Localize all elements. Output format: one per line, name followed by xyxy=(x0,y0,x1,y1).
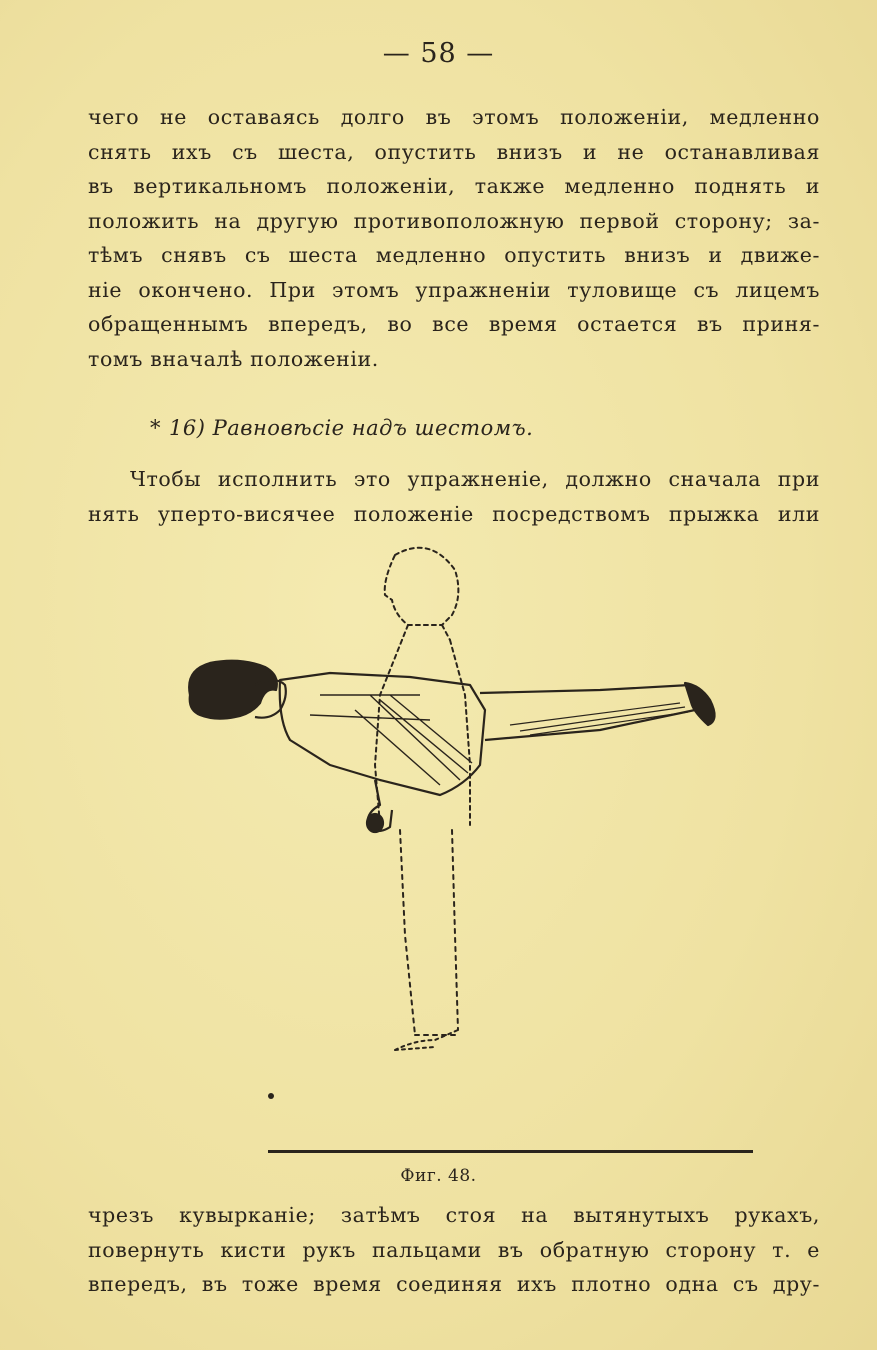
text-line: нять уперто-висячее положенiе посредствомъ прыжка или xyxy=(88,501,820,526)
standing-figure-feet xyxy=(395,1030,458,1050)
text-line: чрезъ кувырканiе; затѣмъ стоя на вытянутыхъ рукахъ, xyxy=(88,1203,820,1227)
figure-48-illustration xyxy=(180,535,730,1065)
text-line: томъ вначалѣ положенiи. xyxy=(88,346,379,371)
text-line: нiе окончено. При этомъ упражненiи туловище съ лицемъ xyxy=(88,277,820,302)
text-line: обращеннымъ впередъ, во все время остается въ приня- xyxy=(88,312,820,336)
figure-caption: Фиг. 48. xyxy=(400,1166,477,1186)
section-heading xyxy=(150,416,533,440)
text-line: въ вертикальномъ положенiи, также медленно поднять и xyxy=(88,174,820,198)
standing-figure-legs xyxy=(400,830,458,1035)
pole-end xyxy=(367,814,383,832)
page-number: — 58 — xyxy=(382,38,495,69)
standing-figure-head xyxy=(385,548,459,625)
horizontal-figure-hair xyxy=(189,661,277,719)
paragraph-3 xyxy=(88,1198,820,1302)
text-line: снять ихъ съ шеста, опустить внизъ и не останавливая xyxy=(88,139,820,164)
heading-asterisk: * xyxy=(150,416,161,440)
text-line: Чтобы исполнить это упражненiе, должно сначала при xyxy=(130,467,820,491)
horizontal-figure-arm xyxy=(480,685,695,740)
text-line: впередъ, въ тоже время соединяя ихъ плотно одна съ дру- xyxy=(88,1272,820,1296)
paragraph-2 xyxy=(88,462,820,531)
text-line: положить на другую противоположную первой сторону; за- xyxy=(88,208,820,233)
caption-rule xyxy=(268,1150,753,1153)
heading-text: 16) Равновѣсiе надъ шестомъ. xyxy=(169,416,534,440)
text-line: чего не оставаясь долго въ этомъ положенiи, медленно xyxy=(88,105,820,129)
standing-figure-neck xyxy=(402,625,450,640)
text-line: повернуть кисти рукъ пальцами въ обратную сторону т. е xyxy=(88,1237,820,1262)
torso-shading xyxy=(310,695,472,785)
standing-figure-torso xyxy=(375,640,470,825)
paragraph-1 xyxy=(88,100,820,376)
print-speck xyxy=(268,1093,274,1099)
horizontal-figure-hand xyxy=(685,683,715,725)
text-line: тѣмъ снявъ съ шеста медленно опустить внизъ и движе- xyxy=(88,243,820,267)
